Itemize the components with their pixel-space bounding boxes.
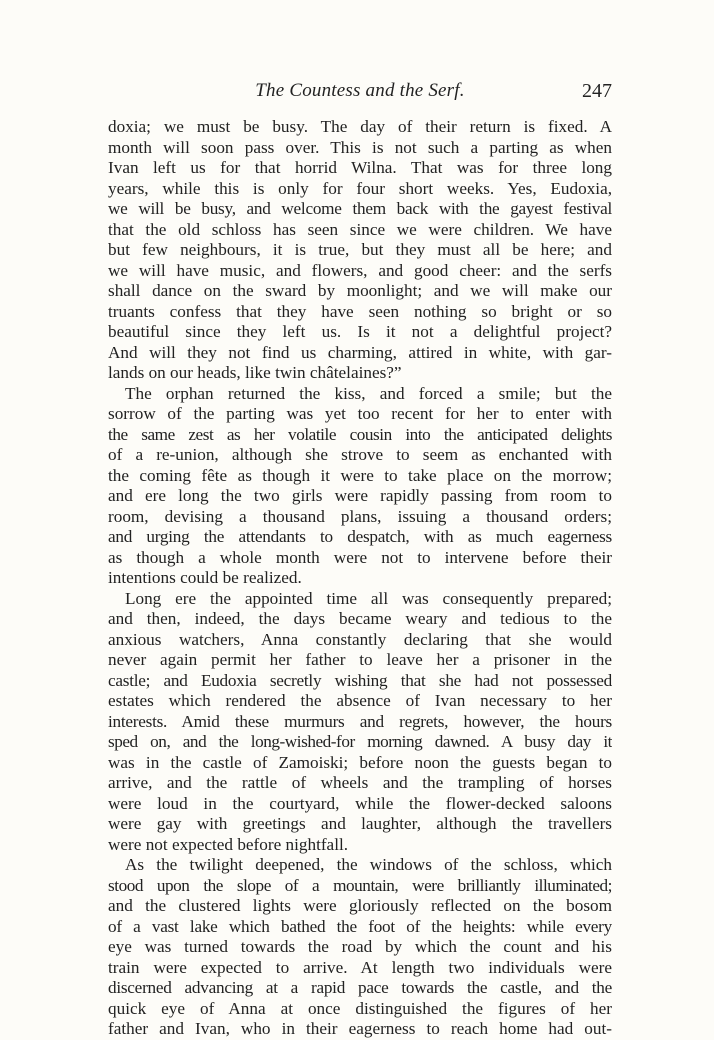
text-line: we will be busy, and welcome them back with the gayest festival [108,199,612,218]
text-line: and the clustered lights were gloriously reflected on the bosom [108,896,612,915]
text-line: interests. Amid these murmurs and regrets, however, the hours [108,711,612,731]
text-line: but few neighbours, it is true, but they must all be here; and [108,240,612,259]
text-line: were loud in the courtyard, while the flower-decked saloons [108,793,612,813]
text-line: were not expected before nightfall. [108,834,349,854]
text-line: sped on, and the long-wished-for morning dawned. A busy day it [108,732,612,751]
text-line: years, while this is only for four short weeks. Yes, Eudoxia, [108,178,612,198]
text-line: discerned advancing at a rapid pace towards the castle, and the [108,978,612,997]
text-line: stood upon the slope of a mountain, were brilliantly illuminated; [108,875,612,895]
text-line: the coming fête as though it were to take place on the morrow; [108,465,612,485]
text-line: and then, indeed, the days became weary and tedious to the [108,609,612,628]
text-line: castle; and Eudoxia secretly wishing that she had not possessed [108,670,612,690]
body-text [108,117,612,1040]
text-line: of a vast lake which bathed the foot of the heights: while every [108,916,612,936]
text-line: never again permit her father to leave her a prisoner in the [108,650,612,669]
text-line: sorrow of the parting was yet too recent for her to enter with [108,404,612,423]
text-line: father and Ivan, who in their eagerness to reach home had out- [108,1019,612,1038]
text-line: train were expected to arrive. At length two individuals were [108,957,612,977]
text-line: as though a whole month were not to intervene before their [108,547,612,567]
text-line: beautiful since they left us. Is it not a delightful project? [108,322,612,341]
text-line: and urging the attendants to despatch, with as much eagerness [108,527,612,546]
text-line: arrive, and the rattle of wheels and the trampling of horses [108,773,612,792]
text-line: anxious watchers, Anna constantly declaring that she would [108,629,612,649]
text-line: As the twilight deepened, the windows of the schloss, which [125,855,612,874]
text-line: were gay with greetings and laughter, although the travellers [108,814,612,833]
text-line: room, devising a thousand plans, issuing a thousand orders; [108,506,612,526]
text-line: intentions could be realized. [108,568,302,587]
text-line: Long ere the appointed time all was consequently prepared; [125,588,612,608]
text-line: we will have music, and flowers, and good cheer: and the serfs [108,260,612,280]
page-header [108,80,612,104]
text-line: estates which rendered the absence of Ivan necessary to her [108,691,612,710]
running-title: The Countess and the Serf. [255,80,465,101]
text-line: the same zest as her volatile cousin into the anticipated delights [108,424,612,444]
text-line: of a re-union, although she strove to seem as enchanted with [108,445,612,464]
text-line: The orphan returned the kiss, and forced a smile; but the [125,383,612,403]
text-line: and ere long the two girls were rapidly passing from room to [108,486,612,505]
text-line: was in the castle of Zamoiski; before noon the guests began to [108,752,612,772]
text-line: And will they not find us charming, attired in white, with gar- [108,342,612,362]
text-line: lands on our heads, like twin châtelaines?” [108,363,402,382]
text-line: doxia; we must be busy. The day of their return is fixed. A [108,117,612,136]
text-line: quick eye of Anna at once distinguished the figures of her [108,998,612,1018]
text-line: that the old schloss has seen since we were children. We have [108,219,612,239]
text-line: Ivan left us for that horrid Wilna. That was for three long [108,158,612,177]
text-line: shall dance on the sward by moonlight; and we will make our [108,281,612,300]
text-line: truants confess that they have seen nothing so bright or so [108,301,612,321]
page-number: 247 [582,80,612,102]
text-line: month will soon pass over. This is not such a parting as when [108,137,612,157]
text-line: eye was turned towards the road by which the count and his [108,937,612,956]
